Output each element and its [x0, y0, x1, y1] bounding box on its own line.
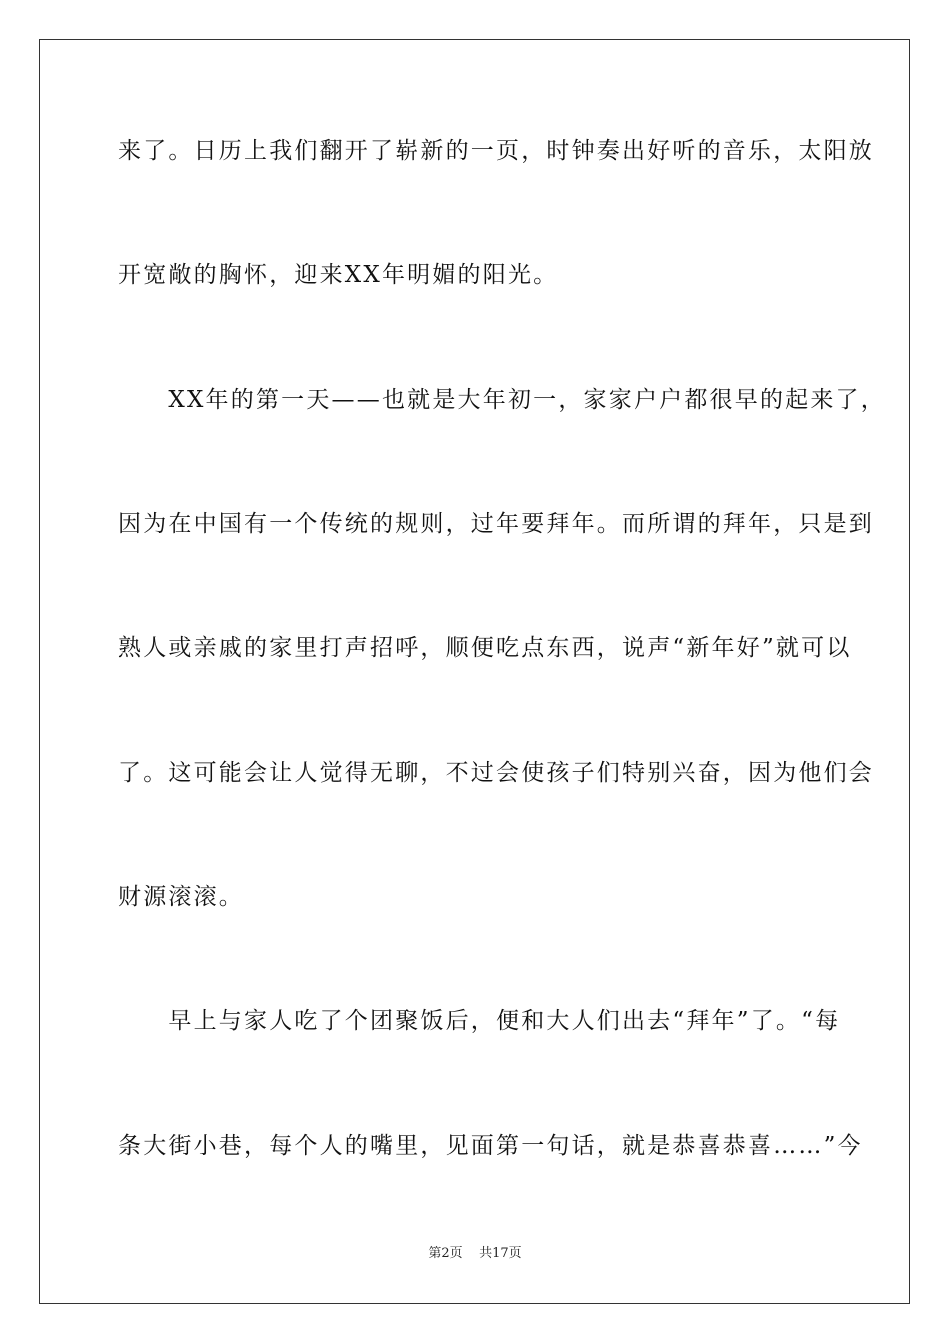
page-border: [39, 39, 910, 1304]
text-line: 财源滚滚。: [118, 884, 244, 910]
text-line: XX年的第一天——也就是大年初一，家家户户都很早的起来了，: [118, 387, 886, 413]
text-line: 开宽敞的胸怀，迎来XX年明媚的阳光。: [118, 262, 559, 288]
text-line: 因为在中国有一个传统的规则，过年要拜年。而所谓的拜年，只是到: [118, 511, 874, 537]
text-line: 条大街小巷，每个人的嘴里，见面第一句话，就是恭喜恭喜……”今: [118, 1133, 863, 1159]
page-total: 共17页: [479, 1246, 522, 1261]
text-line: 早上与家人吃了个团聚饭后，便和大人们出去“拜年”了。“每: [118, 1008, 841, 1034]
text-line: 了。这可能会让人觉得无聊，不过会使孩子们特别兴奋，因为他们会: [118, 760, 874, 786]
page-number: 第2页: [428, 1246, 463, 1261]
page-footer: [0, 1245, 950, 1263]
text-line: 熟人或亲戚的家里打声招呼，顺便吃点东西，说声“新年好”就可以: [118, 635, 852, 661]
text-line: 来了。日历上我们翻开了崭新的一页，时钟奏出好听的音乐，太阳放: [118, 138, 874, 164]
